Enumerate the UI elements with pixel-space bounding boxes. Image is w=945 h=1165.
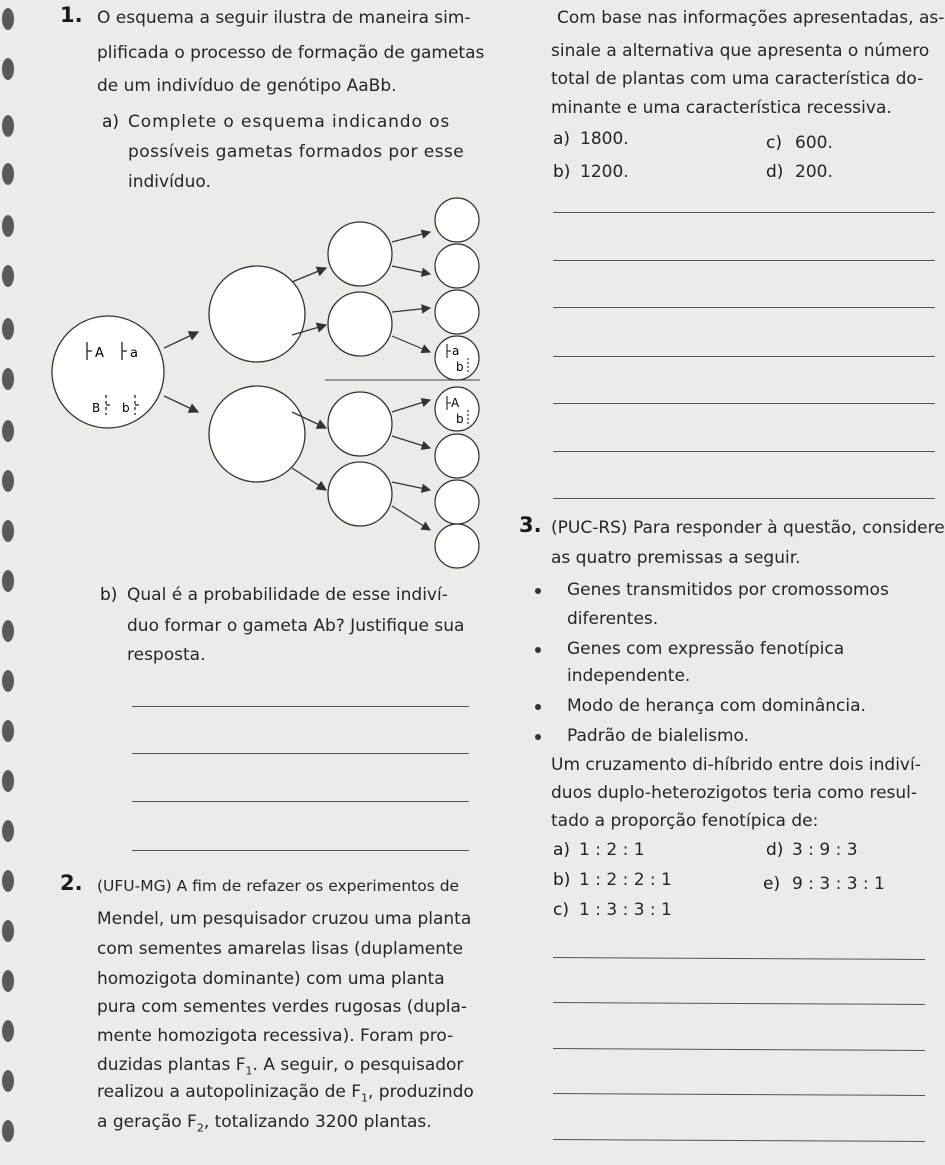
q2-cont-line: sinale a alternativa que apresenta o número [551,41,930,61]
answer-line[interactable] [132,706,469,707]
gamete-allele-A: A [451,396,460,410]
q2-option-a-letter[interactable]: a) [553,129,571,149]
gamete-circle [435,524,479,568]
q1-number: 1. [60,3,83,27]
q1b-letter: b) [100,585,118,605]
q3-line: as quatro premissas a seguir. [551,548,801,568]
q2-line: a geração $F_2$, totalizando 3200 plantas. [97,1112,432,1135]
q3-premise-line: diferentes. [567,609,659,629]
gamete-circle [435,244,479,288]
allele-label-b: b [122,401,130,415]
meiosis-ii-cell [328,392,392,456]
meiosis-ii-cell [328,222,392,286]
q2-number: 2. [60,871,83,895]
meiosis-ii-cell [328,462,392,526]
q2-line: mente homozigota recessiva). Foram pro- [97,1026,454,1046]
gamete-circle [435,434,479,478]
gamete-circle [435,480,479,524]
bullet-dot [535,734,541,740]
allele-label-a: a [130,346,138,361]
answer-line[interactable] [553,1048,925,1051]
answer-line[interactable] [132,753,469,754]
binding-holes [0,0,20,1165]
q3-premise-line: independente. [567,666,691,686]
q2-option-c-letter[interactable]: c) [766,133,782,153]
q3-body-line: Um cruzamento di-híbrido entre dois indiví- [551,755,921,775]
q3-number: 3. [519,513,542,537]
q2-option-b-letter[interactable]: b) [553,162,571,182]
answer-line[interactable] [132,850,469,851]
answer-line[interactable] [132,801,469,802]
answer-line[interactable] [553,1002,925,1005]
answer-line[interactable] [553,403,935,404]
q2-line: duzidas plantas $F_1$. A seguir, o pesquisador [97,1055,464,1078]
q1b-line: Qual é a probabilidade de esse indiví- [127,585,448,605]
q3-premise-line: Genes transmitidos por cromossomos [567,580,889,600]
q2-option-a-text: 1800. [580,129,629,149]
q3-body-line: duos duplo-heterozigotos teria como resul- [551,783,918,803]
q3-premise-line: Modo de herança com dominância. [567,696,866,716]
parent-cell [52,316,164,428]
q3-line: (PUC-RS) Para responder à questão, considere [551,518,945,538]
q2-line: com sementes amarelas lisas (duplamente [97,939,464,959]
q2-line: Mendel, um pesquisador cruzou uma planta [97,909,472,929]
q3-option-a-text: 1 : 2 : 1 [579,840,645,860]
meiosis-diagram [50,190,500,570]
q3-option-c-letter[interactable]: c) [553,900,569,920]
answer-line[interactable] [553,1093,925,1096]
gamete-allele-b: b [456,412,464,426]
q2-option-d-letter[interactable]: d) [766,162,784,182]
q1a-line: possíveis gametas formados por esse [128,142,465,162]
q1a-line: indivíduo. [128,172,211,192]
gamete-allele-a: a [452,344,460,358]
q3-option-e-letter[interactable]: e) [763,874,781,894]
answer-line[interactable] [553,260,935,261]
q1-intro-line: de um indivíduo de genótipo AaBb. [97,76,397,96]
answer-line[interactable] [553,957,925,960]
q2-option-d-text: 200. [795,162,833,182]
q3-option-d-text: 3 : 9 : 3 [792,840,858,860]
q1a-letter: a) [102,112,120,132]
q2-option-c-text: 600. [795,133,833,153]
meiosis-i-cell-bottom [209,386,305,482]
q3-body-line: tado a proporção fenotípica de: [551,811,819,831]
q2-cont-line: Com base nas informações apresentadas, as- [557,8,945,28]
answer-line[interactable] [553,1139,925,1142]
allele-label-B: B [92,401,101,415]
q2-cont-line: minante e uma característica recessiva. [551,98,892,118]
bullet-dot [535,647,541,653]
answer-line[interactable] [553,307,935,308]
meiosis-i-cell-top [209,266,305,362]
answer-line[interactable] [553,356,935,357]
answer-line[interactable] [553,212,935,213]
q3-premise-line: Genes com expressão fenotípica [567,639,845,659]
q3-option-a-letter[interactable]: a) [553,840,571,860]
q1-intro-line: plificada o processo de formação de gametas [97,43,485,63]
q3-option-d-letter[interactable]: d) [766,840,784,860]
q2-line: homozigota dominante) com uma planta [97,969,445,989]
gamete-allele-b: b [456,360,464,374]
meiosis-ii-cell [328,292,392,356]
q1b-line: duo formar o gameta Ab? Justifique sua [127,616,465,636]
q3-option-c-text: 1 : 3 : 3 : 1 [579,900,672,920]
bullet-dot [535,588,541,594]
q3-option-b-text: 1 : 2 : 2 : 1 [579,870,672,890]
q2-line: (UFU-MG) A fim de refazer os experimentos de [97,877,460,895]
q1-intro-line: O esquema a seguir ilustra de maneira sim- [97,8,471,28]
bullet-dot [535,704,541,710]
gamete-circle [435,290,479,334]
allele-label-A: A [95,346,104,361]
q2-line: realizou a autopolinização de $F_1$, produzindo [97,1082,474,1105]
q2-cont-line: total de plantas com uma característica do- [551,69,924,89]
answer-line[interactable] [553,451,935,452]
q3-option-e-text: 9 : 3 : 3 : 1 [792,874,885,894]
q1a-line: Complete o esquema indicando os [128,112,451,132]
answer-line[interactable] [553,498,935,499]
q3-premise-line: Padrão de bialelismo. [567,726,750,746]
q1b-line: resposta. [127,645,206,665]
gamete-circle [435,198,479,242]
q2-line: pura com sementes verdes rugosas (dupla- [97,997,468,1017]
q3-option-b-letter[interactable]: b) [553,870,571,890]
q2-option-b-text: 1200. [580,162,629,182]
